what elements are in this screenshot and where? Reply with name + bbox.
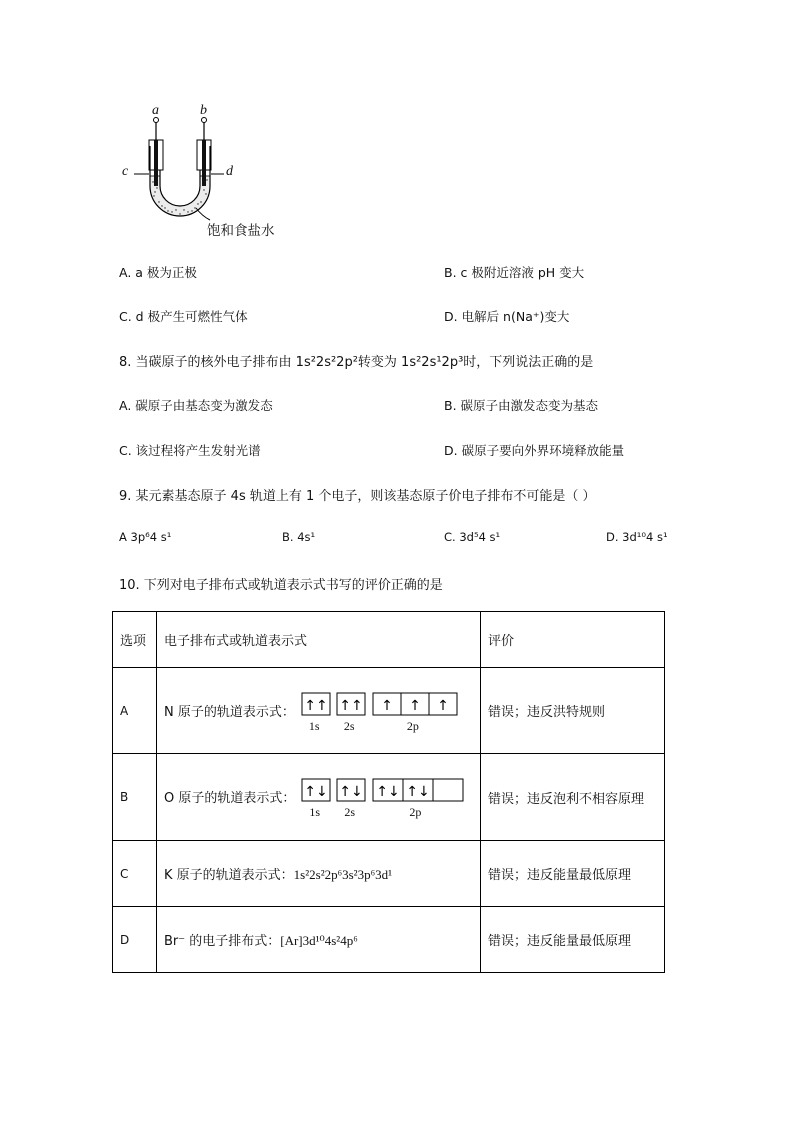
header-expression: 电子排布式或轨道表示式 (157, 612, 481, 668)
row-c-expression (157, 841, 481, 907)
table-row (113, 754, 665, 841)
row-d-formula: [Ar]3d¹⁰4s²4p⁶ (280, 933, 358, 948)
orbital-label-1s: 1s (308, 718, 320, 733)
q9-option-c: C. 3d⁵4 s¹ (444, 530, 501, 544)
q8-stem: 8. 当碳原子的核外电子排布由 1s²2s²2p²转变为 1s²2s¹2p³时，下列说法正确的是 (119, 355, 594, 370)
q7-option-b: B. c 极附近溶液 pH 变大 (444, 265, 585, 280)
orbital-diagram-n (301, 688, 461, 734)
q9-option-a: A 3p⁶4 s¹ (119, 530, 172, 544)
row-d-expression (157, 907, 481, 973)
row-a-option: A (113, 668, 157, 754)
header-evaluation: 评价 (481, 612, 665, 668)
row-a-evaluation: 错误；违反洪特规则 (481, 668, 665, 754)
q8-option-d: D. 碳原子要向外界环境释放能量 (444, 443, 625, 458)
q7-option-d: D. 电解后 n(Na⁺)变大 (444, 309, 570, 324)
svg-text:↑↓: ↑↓ (304, 784, 329, 800)
q10-stem: 10. 下列对电子排布式或轨道表示式书写的评价正确的是 (119, 578, 443, 593)
orbital-label-2s: 2s (343, 718, 355, 733)
svg-text:↑↓: ↑↓ (406, 784, 431, 800)
row-d-option: D (113, 907, 157, 973)
q9-option-b: B. 4s¹ (282, 530, 316, 544)
svg-text:↑: ↑ (408, 697, 421, 714)
row-b-option: B (113, 754, 157, 841)
label-b: b (200, 103, 207, 118)
svg-text:↑↓: ↑↓ (339, 784, 364, 800)
brine-label: 饱和食盐水 (207, 223, 275, 239)
svg-text:↑↑: ↑↑ (339, 697, 363, 714)
orbital-diagram-o (301, 774, 467, 820)
label-a: a (152, 103, 159, 118)
row-d-prefix: Br⁻ 的电子排布式： (164, 934, 281, 949)
svg-text:↑↓: ↑↓ (376, 784, 401, 800)
table-row (113, 668, 665, 754)
orbital-label-2s: 2s (344, 805, 356, 819)
orbital-label-1s: 1s (309, 805, 321, 819)
row-a-expression (157, 668, 481, 754)
row-c-formula: 1s²2s²2p⁶3s²3p⁶3d¹ (293, 867, 393, 882)
row-b-evaluation: 错误；违反泡利不相容原理 (481, 754, 665, 841)
svg-text:↑: ↑ (436, 697, 449, 714)
q9-option-d: D. 3d¹⁰4 s¹ (606, 530, 668, 544)
label-c: c (122, 164, 129, 179)
table-row (113, 841, 665, 907)
table-row (113, 907, 665, 973)
orbital-boxes-n (301, 692, 461, 718)
orbital-label-2p: 2p (409, 805, 422, 819)
row-c-option: C (113, 841, 157, 907)
q8-option-b: B. 碳原子由激发态变为基态 (444, 398, 599, 413)
row-b-expression (157, 754, 481, 841)
row-d-evaluation: 错误；违反能量最低原理 (481, 907, 665, 973)
evaluation-table (112, 611, 665, 973)
row-a-prefix: N 原子的轨道表示式： (164, 704, 295, 720)
q8-option-a: A. 碳原子由基态变为激发态 (119, 398, 273, 413)
orbital-boxes-o (301, 778, 467, 804)
q9-stem: 9. 某元素基态原子 4s 轨道上有 1 个电子，则该基态原子价电子排布不可能是（ ） (119, 489, 596, 504)
q8-option-c: C. 该过程将产生发射光谱 (119, 443, 261, 458)
row-c-prefix: K 原子的轨道表示式： (164, 868, 294, 883)
svg-text:↑↑: ↑↑ (304, 697, 328, 714)
u-tube-svg (118, 104, 298, 234)
row-c-evaluation: 错误；违反能量最低原理 (481, 841, 665, 907)
q7-option-a: A. a 极为正极 (119, 265, 197, 280)
table-header-row (113, 612, 665, 668)
q7-option-c: C. d 极产生可燃性气体 (119, 309, 248, 324)
row-b-prefix: O 原子的轨道表示式： (164, 791, 296, 806)
svg-text:↑: ↑ (380, 697, 393, 714)
orbital-label-2p: 2p (406, 718, 419, 733)
header-option: 选项 (113, 612, 157, 668)
label-d: d (226, 164, 233, 179)
